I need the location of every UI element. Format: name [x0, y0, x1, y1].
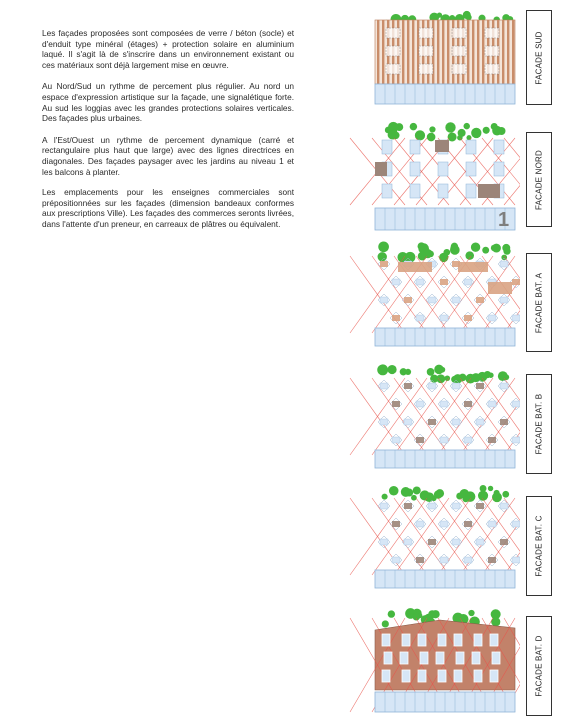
- sun-shade-blade: [477, 20, 479, 84]
- tree-icon: [410, 123, 417, 130]
- window: [472, 652, 480, 664]
- window: [410, 184, 420, 198]
- tree-icon: [458, 129, 466, 137]
- window-outline: [419, 46, 433, 56]
- sun-shade-blade: [402, 20, 404, 84]
- window: [404, 539, 412, 545]
- tree-icon: [471, 128, 481, 138]
- tree-icon: [463, 12, 469, 18]
- window-outline: [386, 28, 400, 38]
- sun-shade-blade: [507, 20, 509, 84]
- sun-shade-blade: [382, 20, 384, 84]
- tree-icon: [445, 122, 455, 132]
- accent-panel: [392, 401, 400, 407]
- tree-icon: [465, 491, 476, 502]
- window-outline: [419, 28, 433, 38]
- window-outline: [485, 46, 499, 56]
- signage-band: [398, 262, 432, 272]
- window: [488, 315, 496, 321]
- window: [392, 437, 400, 443]
- sun-shade-blade: [407, 20, 409, 84]
- window: [466, 184, 476, 198]
- tree-icon: [492, 244, 501, 253]
- tree-icon: [428, 612, 434, 618]
- window: [436, 652, 444, 664]
- accent-panel: [440, 279, 448, 285]
- tree-icon: [388, 610, 395, 617]
- window: [400, 652, 408, 664]
- accent-panel: [404, 383, 412, 389]
- tree-icon: [502, 244, 510, 252]
- window: [382, 140, 392, 154]
- window: [476, 539, 484, 545]
- window-outline: [485, 28, 499, 38]
- window: [464, 279, 472, 285]
- sun-shade-blade: [472, 20, 474, 84]
- tree-icon: [400, 368, 407, 375]
- window: [416, 401, 424, 407]
- accent-panel: [476, 503, 484, 509]
- accent-panel: [488, 557, 496, 563]
- tree-icon: [488, 486, 493, 491]
- accent-panel: [404, 503, 412, 509]
- accent-panel: [464, 401, 472, 407]
- accent-panel: [416, 557, 424, 563]
- window: [404, 419, 412, 425]
- tree-icon: [392, 131, 400, 139]
- description-text: [42, 28, 294, 241]
- accent-panel: [500, 419, 508, 425]
- window: [402, 634, 410, 646]
- label-facade-bat-c: FACADE BAT. C: [526, 496, 552, 596]
- sun-shade-blade: [512, 20, 514, 84]
- tree-icon: [482, 247, 489, 254]
- window: [416, 279, 424, 285]
- window: [452, 539, 460, 545]
- window: [440, 521, 448, 527]
- window: [492, 652, 500, 664]
- tree-icon: [443, 249, 450, 256]
- window: [382, 634, 390, 646]
- window: [490, 634, 498, 646]
- tree-icon: [378, 241, 389, 252]
- tree-icon: [494, 490, 500, 496]
- label-facade-nord: FACADE NORD: [526, 132, 552, 227]
- window: [418, 670, 426, 682]
- window: [428, 503, 436, 509]
- window: [500, 503, 508, 509]
- paragraph-north-south: Au Nord/Sud un rythme de percement plus régulier. Au nord un espace d'expression artistique sur la façade, une signalétique forte. Au sud les loggias avec les grandes protections solaires verticales. Des façades plus urbaines.: [42, 81, 294, 124]
- accent-panel: [476, 297, 484, 303]
- window: [452, 419, 460, 425]
- accent-panel: [392, 315, 400, 321]
- tree-icon: [439, 367, 445, 373]
- window: [474, 634, 482, 646]
- paragraph-materials: Les façades proposées sont composées de verre / béton (socle) et d'enduit type minéral (étages) + protection solaire en aluminium laqué. Il s'agit là de s'inscrire dans un environnement existant ou ces matériaux sont déjà largement mise en œuvre.: [42, 28, 294, 70]
- window: [392, 557, 400, 563]
- window-outline: [485, 64, 499, 74]
- sun-shade-blade: [502, 20, 504, 84]
- paragraph-east-west: A l'Est/Ouest un rythme de percement dynamique (carré et rectangulaire plus haut que large) avec des lignes directrices en diagonales. Des façades paysager avec les jardins au niveau 1 et les balcons à planter.: [42, 134, 294, 177]
- art-panel: [478, 184, 500, 198]
- sun-shade-blade: [412, 20, 414, 84]
- tree-icon: [497, 127, 505, 135]
- tree-icon: [450, 245, 460, 255]
- window-outline: [386, 64, 400, 74]
- signage-band: [488, 282, 512, 294]
- sun-shade-blade: [467, 20, 469, 84]
- facade-bat-d-drawing: [350, 608, 520, 712]
- window-outline: [452, 46, 466, 56]
- window-outline: [419, 64, 433, 74]
- accent-panel: [500, 539, 508, 545]
- sun-shade-blade: [482, 20, 484, 84]
- window-outline: [452, 64, 466, 74]
- signage-band: [458, 262, 488, 272]
- tree-icon: [413, 486, 421, 494]
- window: [454, 670, 462, 682]
- window: [402, 670, 410, 682]
- tree-icon: [405, 489, 413, 497]
- window: [476, 419, 484, 425]
- window: [500, 383, 508, 389]
- window: [512, 437, 520, 443]
- tree-icon: [427, 368, 435, 376]
- tree-icon: [427, 133, 436, 142]
- window: [454, 634, 462, 646]
- window: [428, 383, 436, 389]
- accent-panel: [392, 521, 400, 527]
- window: [512, 315, 520, 321]
- label-facade-sud: FACADE SUD: [526, 10, 552, 105]
- window: [416, 315, 424, 321]
- tree-icon: [415, 130, 425, 140]
- window: [418, 634, 426, 646]
- window: [380, 539, 388, 545]
- facade-number: 1: [498, 209, 510, 231]
- window: [420, 652, 428, 664]
- window: [380, 383, 388, 389]
- label-facade-bat-b: FACADE BAT. B: [526, 374, 552, 474]
- window-outline: [452, 28, 466, 38]
- tree-icon: [498, 371, 508, 381]
- tree-icon: [387, 365, 396, 374]
- sun-shade-blade: [437, 20, 439, 84]
- window: [512, 521, 520, 527]
- tree-icon: [389, 486, 399, 496]
- window: [440, 401, 448, 407]
- tree-icon: [377, 364, 388, 375]
- window: [466, 162, 476, 176]
- window: [474, 670, 482, 682]
- tree-icon: [382, 620, 389, 627]
- sun-shade-blade: [447, 20, 449, 84]
- window: [452, 297, 460, 303]
- window: [512, 401, 520, 407]
- facade-bat-a-drawing: [350, 241, 520, 346]
- accent-panel: [464, 315, 472, 321]
- window: [456, 652, 464, 664]
- accent-panel: [464, 521, 472, 527]
- label-facade-bat-a: FACADE BAT. A: [526, 253, 552, 352]
- sun-shade-blade: [377, 20, 379, 84]
- accent-panel: [512, 279, 520, 285]
- tree-icon: [491, 123, 498, 130]
- tree-icon: [411, 495, 417, 501]
- tree-icon: [418, 252, 427, 261]
- accent-panel: [428, 539, 436, 545]
- window: [500, 261, 508, 267]
- window: [380, 503, 388, 509]
- facade-drawings: [340, 0, 520, 728]
- tree-icon: [502, 491, 509, 498]
- tree-icon: [413, 613, 419, 619]
- window: [438, 162, 448, 176]
- window: [410, 140, 420, 154]
- tree-icon: [464, 123, 470, 129]
- window: [438, 184, 448, 198]
- tree-icon: [468, 610, 474, 616]
- paragraph-signage: Les emplacements pour les enseignes commerciales sont prépositionnées sur les façades (dimension bandeaux conformes aux prescriptions Ville). Les façades des commerces seronts livrées, dans l'attente d'un preneur, en carreaux de plâtres ou équivalent.: [42, 187, 294, 229]
- window: [380, 297, 388, 303]
- window: [382, 670, 390, 682]
- window: [416, 521, 424, 527]
- window: [452, 383, 460, 389]
- facade-sud-drawing: [375, 11, 515, 104]
- accent-panel: [380, 261, 388, 267]
- facade-bat-b-drawing: [350, 364, 520, 468]
- tree-icon: [465, 251, 474, 260]
- accent-panel: [428, 419, 436, 425]
- tree-icon: [418, 242, 426, 250]
- facade-nord-drawing: [350, 122, 520, 231]
- window: [464, 437, 472, 443]
- sun-shade-blade: [442, 20, 444, 84]
- tree-icon: [471, 243, 480, 252]
- window: [494, 162, 504, 176]
- accent-panel: [416, 437, 424, 443]
- tree-icon: [382, 494, 388, 500]
- window: [380, 419, 388, 425]
- window: [438, 634, 446, 646]
- window: [428, 297, 436, 303]
- window: [440, 437, 448, 443]
- tree-icon: [488, 372, 494, 378]
- window: [452, 503, 460, 509]
- window: [410, 162, 420, 176]
- art-panel: [435, 140, 449, 152]
- window: [440, 315, 448, 321]
- tree-icon: [451, 376, 458, 383]
- window: [494, 140, 504, 154]
- window: [512, 557, 520, 563]
- accent-panel: [488, 437, 496, 443]
- window: [500, 297, 508, 303]
- tree-icon: [483, 127, 490, 134]
- window: [438, 670, 446, 682]
- facade-bat-c-drawing: [350, 485, 520, 588]
- window-outline: [386, 46, 400, 56]
- tree-icon: [466, 135, 471, 140]
- accent-panel: [404, 297, 412, 303]
- window: [382, 184, 392, 198]
- window: [488, 521, 496, 527]
- window: [384, 652, 392, 664]
- tree-icon: [429, 126, 435, 132]
- window: [392, 279, 400, 285]
- window: [488, 401, 496, 407]
- window: [440, 557, 448, 563]
- art-panel: [375, 162, 387, 176]
- window: [490, 670, 498, 682]
- accent-panel: [476, 383, 484, 389]
- label-facade-bat-d: FACADE BAT. D: [526, 616, 552, 716]
- window: [466, 140, 476, 154]
- window: [464, 557, 472, 563]
